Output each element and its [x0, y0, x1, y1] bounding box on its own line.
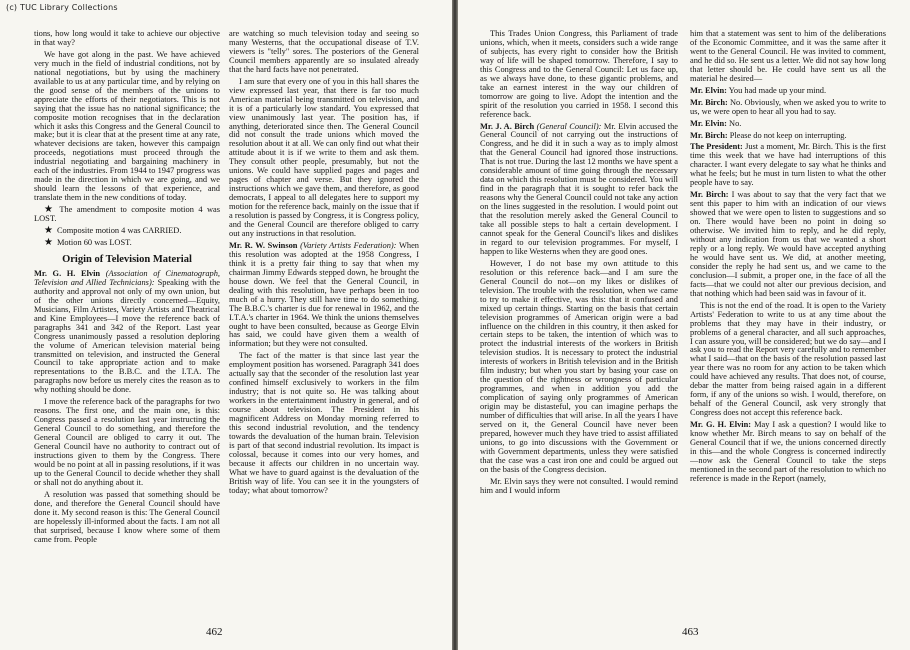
paragraph: him that a statement was sent to him of the deliberations of the Economic Committee, and it was the same after it went to the General Council. He was invited to comment, and he did so. He sent us a letter. We did not say how long that letter should be. He could have sent us all the material he desired—	[690, 30, 886, 83]
speaker-name: Mr. Elvin:	[690, 85, 727, 95]
speaker-name: Mr. G. H. Elvin	[34, 268, 101, 278]
paragraph: This is not the end of the road. It is open to the Variety Artists' Federation to write to us at any time about the problems that they may have in their industry, or problems of a general character, and all such approaches, I can assure you, will be considered; but we do say—and I ask you to read the Report very carefully and to remember what I said—that on the basis of the resolution passed last year there was no room for any action to be taken which could have achieved any results. That does not, of course, debar the matter from being raised again in a different form, if any of the unions so wish. I would, therefore, on behalf of the General Council, ask very strongly that Congress does not accept this reference back.	[690, 300, 886, 418]
star-icon: ★	[44, 236, 53, 248]
speaker-name: Mr. G. H. Elvin:	[690, 420, 752, 430]
speaker-name: The President:	[690, 142, 743, 152]
motion-result: ★ Motion 60 was LOST.	[44, 236, 132, 248]
paragraph: However, I do not base my own attitude to this resolution or this reference back—and I am sure the General Council do not—on my likes or dislikes of television. The trouble with the resolution, when we came to try to make it effective, was this: that it confused and mixed up certain things. Starting on the basis that certain television programmes of American origin were a bad influence on the children in this country, it then asked for certain steps to be taken, the intention of which was to protect the industrial interests of the workers in British television studios. It is necessary to protect the industrial interests of workers in British television and in the British film industry; but when you start by basing your case on the question of the rightness or wrongness of particular programmes, and when in addition you add the complication of saying only programmes of American origin may be distasteful, you can imagine perhaps the number of difficulties that will arise. In all the years I have served on it, the General Council have never been prepared, however much they have tried to assist affiliated unions, to go into discussions with the Government or with Government departments, unless they were satisfied that the case was a cast iron one and could be argued out on the basis of the Congress decision.	[480, 258, 678, 474]
star-icon: ★	[44, 204, 56, 216]
left-page-column-1	[34, 30, 220, 626]
speaker-name: Mr. Birch:	[690, 130, 728, 140]
section-heading: Origin of Television Material	[62, 253, 192, 265]
speaker-name: Mr. R. W. Swinson	[229, 240, 298, 250]
speaker-org: (Variety Artists Federation):	[300, 240, 397, 250]
right-page-column-1	[480, 30, 678, 626]
paragraph: I move the reference back of the paragraphs for two reasons. The first one, and the main one, is this: Congress passed a resolution last year instructing the General Council to do something, and therefore the General Council are obliged to carry it out. The General Council have no authority to contract out of instructions given to them by the Congress. There would be no point at all in passing resolutions, if it was up to the General Council to decide whether they shall or shall not do anything about it.	[34, 397, 220, 487]
exchange: Mr. Elvin: No.	[690, 118, 742, 128]
paragraph: A resolution was passed that something should be done, and therefore the General Council should have done it. My second reason is this: The General Council are hopelessly ill-informed about the facts. I am not all that surprised, because I know where some of them came from. People	[34, 489, 220, 544]
speaker-name: Mr. Elvin:	[690, 118, 727, 128]
right-page	[458, 0, 910, 650]
speaker-name: Mr. Birch:	[690, 97, 728, 107]
paragraph: The fact of the matter is that since last year the employment position has worsened. Paragraph 341 does actually say that the seconder of the resolution last year confined himself exclusively to workers in the film industry; that is not quite so. He was talking about workers in the entertainment industry in general, and of course about television. The President in his magnificent Address on Monday morning referred to this second industrial revolution, and the tendency towards the devaluation of the human brain. Television is part of that second industrial revolution. Its impact is colossal, because it comes into our very homes, and because it affects our children in no uncertain way. What we have to guard against is the devaluation of the British way of life. You can see it in the youngsters of today; what about tomorrow?	[229, 351, 419, 495]
star-icon: ★	[44, 225, 53, 237]
right-page-column-2	[690, 30, 886, 626]
paragraph: Mr. R. W. Swinson (Variety Artists Federation): When this resolution was adopted at the 1958 Congress, I think it is a pretty fair thing to say that when my chairman Jimmy Edwards stepped down, he brought the house down. We feel that the General Council, in dealing with this resolution, have perhaps been in too much of a hurry. They still have time to do something. The B.B.C.'s charter is due for renewal in 1962, and the I.T.A.'s charter in 1964. We think the unions themselves ought to have been consulted, because as George Elvin has said, we could have given them a wealth of information; but they were not consulted.	[229, 240, 419, 349]
paragraph: I am sure that every one of you in this hall shares the view expressed last year, that there is far too much American material being transmitted on television, and it is of a particularly low standard. You expressed that view unanimously last year. The position has, if anything, deteriorated since then. The General Council did not consult the trade unions which moved the resolution about it at all. We can only find out what their attitude about it is if we write to them and ask them. They consult other people, presumably, but not the unions. We could have supplied pages and pages and pages of chapter and verse. But they ignored the instructions which we gave them, and therefore, as good democrats, I appeal to all delegates here to support my motion for the reference back, mainly on the issue that if a resolution is passed by Congress, it is Congress policy, and the General Council are therefore obliged to carry out any instructions in that resolution.	[229, 76, 419, 238]
exchange: Mr. Birch: I was about to say that the very fact that we sent this paper to him with an indication of our views showed that we were open to listen to suggestions and so on. There would have been no point in doing so otherwise. We invited him to reply, and he did reply, without any indication from us that we wanted a short reply or a long reply. We would have accepted anything he would have sent us. We did, at another meeting, consider the reply he had sent us, and we came to the conclusion—I submit, a proper one, in the face of all the facts—that we could not alter our previous decision, and that nothing which had been said was in favour of it.	[690, 190, 886, 298]
exchange: Mr. Birch: No. Obviously, when we asked you to write to us, we were open to hear all you had to say.	[690, 97, 886, 116]
speaker-name: Mr. Birch:	[690, 190, 729, 200]
paragraph: Mr. J. A. Birch (General Council): Mr. Elvin accused the General Council of not carrying out the instructions of Congress, and he did it in such a way as to imply almost that the General Council had ignored those instructions. That is not true. During the last 12 months we have spent a considerable amount of time going through the necessary data on which this resolution must be considered. You will find in the paragraph that it is sought to refer back the reasons why the General Council could not take any action on the lines suggested in the resolution. I would point out that the resolution merely asked the General Council to take all possible steps to halt a certain development. I cannot speak for the General Council's likes and dislikes in regard to our television programmes. For myself, I happen to like Westerns when they are good ones.	[480, 121, 678, 256]
paragraph: tions, how long would it take to achieve our objective in that way?	[34, 30, 220, 47]
watermark: (c) TUC Library Collections	[6, 3, 118, 12]
paragraph: Mr. Elvin says they were not consulted. I would remind him and I would inform	[480, 476, 678, 495]
exchange: Mr. Birch: Please do not keep on interrupting.	[690, 130, 847, 140]
exchange: The President: Just a moment, Mr. Birch. This is the first time this week that we have had interruptions of this character. I want every delegate to say what he thinks and what he feels; but he must in turn listen to what the other people have to say.	[690, 142, 886, 188]
page-number: 462	[206, 626, 223, 638]
page-number: 463	[682, 626, 699, 638]
speaker-org: (General Council):	[536, 121, 602, 131]
paragraph: We have got along in the past. We have achieved very much in the field of industrial conditions, not by national negotiations, but by using the machinery available to us at any particular time, and by relying on the good sense of the members of the unions to appreciate the efforts of their negotiators. This is not saying that the issue has no national significance; the composite motion recognises that in the declaration which it asks this Congress and the General Council to make; but it is clear that at the present time at any rate, whatever decisions are taken, however this campaign proceeds, negotiations must proceed through the industrial negotiating and bargaining machinery in each of the industries. From 1944 to 1947 progress was made in the direction in which we are going, and we should learn the lessons of that experience, and translate them in the new conditions of today.	[34, 49, 220, 203]
paragraph: are watching so much television today and seeing so many Westerns, that the occupational disease of T.V. viewers is "telly" sores. The posteriors of the General Council members apparently are so insulated already that the hard facts have not penetrated.	[229, 30, 419, 74]
left-page-column-2	[229, 30, 419, 626]
motion-result: ★ The amendment to composite motion 4 was LOST.	[34, 204, 220, 224]
speaker-org: (Association of Cinematograph, Television and Allied Technicians):	[34, 268, 220, 287]
paragraph: This Trades Union Congress, this Parliament of trade unions, which, when it meets, considers such a wide range of subjects, has every right to consider how the British way of life will be shaped tomorrow. Therefore, I say to this Congress and to the General Council: Let us face up, as we always have done, to these gigantic problems, and take an earnest interest in the way our children of tomorrow are going to live. Adopt the intention and the spirit of the resolution you carried in 1958. I second this reference back.	[480, 30, 678, 119]
motion-result: ★ Composite motion 4 was CARRIED.	[44, 225, 182, 237]
exchange: Mr. Elvin: You had made up your mind.	[690, 85, 827, 95]
speaker-name: Mr. J. A. Birch	[480, 121, 535, 131]
paragraph: Mr. G. H. Elvin (Association of Cinematograph, Television and Allied Technicians): Speaking with the authority and approval not only of my own union, but of the other unions directly concerned—Equity, Musicians, Film Artistes, Variety Artists and Theatrical and Kine Employees—I move the reference back of paragraphs 341 and 342 of the Report. Last year Congress unanimously passed a resolution deploring the volume of American television material being transmitted on television, and instructed the General Council to take appropriate action and to make representations to the B.B.C. and the I.T.A. The paragraphs now before us merely cites the reason as to why nothing should be done.	[34, 268, 220, 395]
exchange: Mr. G. H. Elvin: May I ask a question? I would like to know whether Mr. Birch means to say on behalf of the General Council that if we, the unions concerned directly in this—and the whole Congress is concerned indirectly—now ask the General Council to take the steps mentioned in the second part of the resolution to which no reference is made in the Report (namely,	[690, 420, 886, 483]
left-page	[0, 0, 452, 650]
